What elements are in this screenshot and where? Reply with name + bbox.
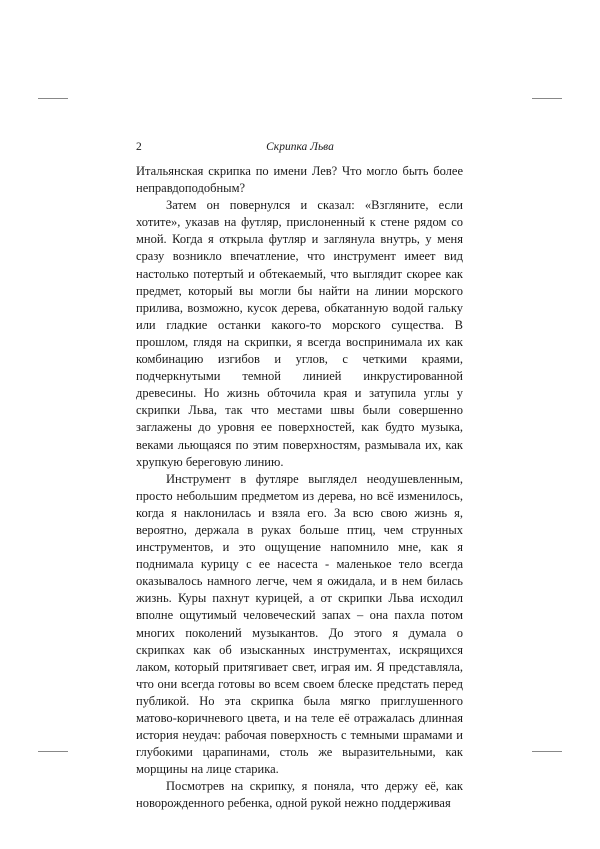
paragraph-2: Затем он повернулся и сказал: «Взгляните, если хотите», указав на футляр, прислоненный к стене рядом со мной. Когда я открыла футляр и заглянула внутрь, у меня сразу возникло впечатление, что инструмент имеет вид настолько потертый и обтекаемый, что выглядит скорее как предмет, который вы могли бы найти на линии морского прилива, возможно, кусок дерева, обкатанную водой гальку или гладкие останки какого-то морского существа. В прошлом, глядя на скрипки, я всегда воспринимала их как комбинацию изгибов и углов, с четкими краями, подчеркнутыми темной линией инкрустированной древесины. Но жизнь обточила края и затупила углы у скрипки Льва, так что местами швы были совершенно заглажены до уровня ее поверхностей, как будто музыка, веками льющаяся по этим поверхностям, размывала их, как хрупкую береговую линию. xyxy=(136,198,463,469)
crop-mark-bottom-right xyxy=(532,751,562,752)
page-number: 2 xyxy=(136,141,142,153)
body-text xyxy=(136,163,463,813)
running-title: Скрипка Льва xyxy=(266,141,334,153)
crop-mark-top-right xyxy=(532,98,562,99)
paragraph-3: Инструмент в футляре выглядел неодушевленным, просто небольшим предметом из дерева, но всё изменилось, когда я наклонилась и взяла его. За всю свою жизнь я, вероятно, держала в руках больше птиц, чем струнных инструментов, и это ощущение напомнило мне, как я поднимала курицу с ее насеста - маленькое тело всегда оказывалось намного легче, чем я ожидала, и в нем билась жизнь. Куры пахнут курицей, а от скрипки Льва исходил вполне ощутимый человеческий запах – она пахла потом многих поколений музыкантов. До этого я думала о скрипках как об изысканных инструментах, искрящихся лаком, который притягивает свет, играя им. Я представляла, что они всегда готовы во всем своем блеске предстать перед публикой. Но эта скрипка была мягко приглушенного матово-коричневого цвета, и на теле её отражалась длинная история неудач: рабочая поверхность с темными шрамами и глубокими царапинами, столь же выразительными, как морщины на лице старика. xyxy=(136,471,463,777)
paragraph-4: Посмотрев на скрипку, я поняла, что держу её, как новорожденного ребенка, одной рукой нежно поддерживая xyxy=(136,779,463,811)
running-header xyxy=(136,141,464,157)
paragraph-1: Итальянская скрипка по имени Лев? Что могло быть более неправдоподобным? xyxy=(136,164,463,196)
crop-mark-top-left xyxy=(38,98,68,99)
crop-mark-bottom-left xyxy=(38,751,68,752)
